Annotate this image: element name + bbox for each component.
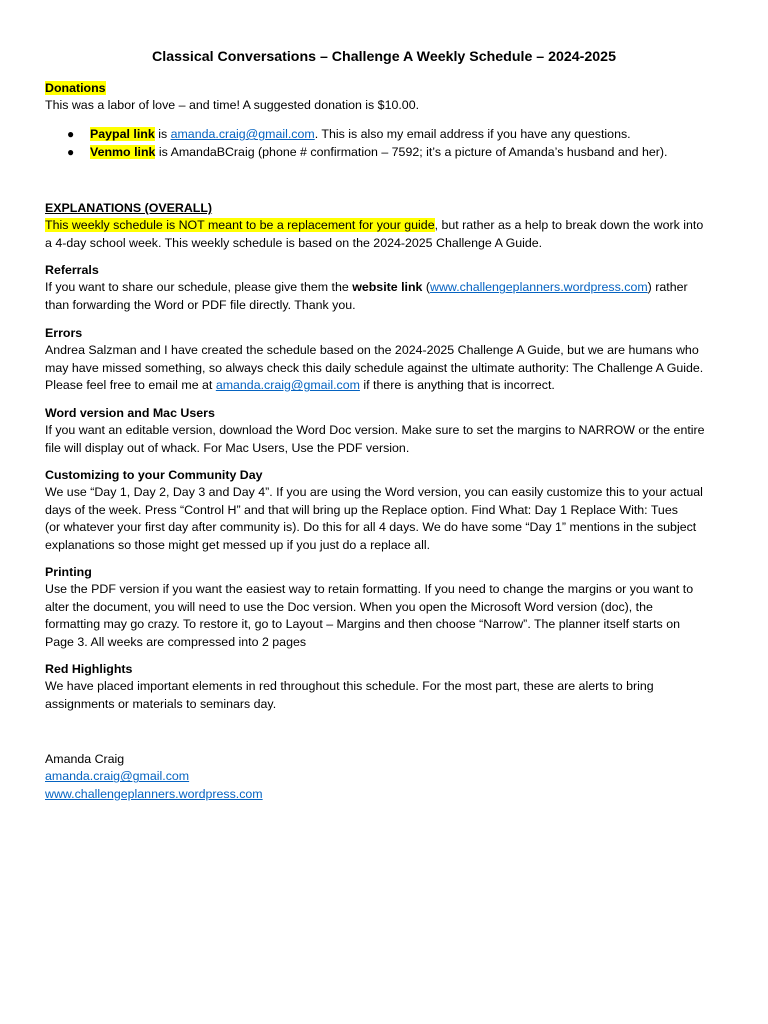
referrals-bold: website link [352,280,423,295]
explanations-highlight: This weekly schedule is NOT meant to be a replacement for your guide [45,218,435,233]
venmo-text: is AmandaBCraig (phone # confirmation – 7592; it’s a picture of Amanda’s husband and her). [155,145,668,159]
explanations-line2: a 4-day school week. This weekly schedule is based on the 2024-2025 Challenge A Guide. [45,235,543,250]
printing-heading: Printing [45,565,92,579]
customizing-line4: explanations so those might get messed up if you just do a replace all. [45,537,431,552]
errors-line3-pre: Please feel free to email me at [45,378,216,393]
paypal-pre-text: is [154,127,171,141]
errors-email-link[interactable]: amanda.craig@gmail.com [215,378,360,393]
customizing-line2: days of the week. Press “Control H” and that will bring up the Replace option. Find What: Day 1 Replace With: Tues [45,502,678,517]
printing-line3: formatting may go crazy. To restore it, go to Layout – Margins and then choose “Narrow”. The planner itself starts on [45,617,680,632]
signature-email-link[interactable]: amanda.craig@gmail.com [45,769,190,784]
explanations-section [45,200,735,252]
word-heading: Word version and Mac Users [45,406,215,420]
printing-line1: Use the PDF version if you want the easiest way to retain formatting. If you need to change the margins or you want to [45,582,694,597]
word-line1: If you want an editable version, download the Word Doc version. Make sure to set the margins to NARROW or the entire [45,423,705,438]
printing-section [45,564,735,651]
printing-line4: Page 3. All weeks are compressed into 2 pages [45,634,307,649]
venmo-label: Venmo link [90,145,156,159]
list-item-paypal [45,126,735,144]
referrals-section [45,262,735,314]
errors-section [45,325,735,395]
donation-links-list [45,126,735,162]
referrals-line2: than forwarding the Word or PDF file directly. Thank you. [45,297,356,312]
errors-line3-post: if there is anything that is incorrect. [359,378,555,393]
paypal-post-text: . This is also my email address if you have any questions. [314,127,631,141]
red-line1: We have placed important elements in red throughout this schedule. For the most part, these are alerts to bring [45,679,654,694]
signature-website-link[interactable]: www.challengeplanners.wordpress.com [45,786,263,801]
document-title: Classical Conversations – Challenge A Weekly Schedule – 2024-2025 [152,49,616,65]
errors-heading: Errors [45,326,83,340]
signature-block [45,751,735,803]
red-line2: assignments or materials to seminars day. [45,696,277,711]
referrals-heading: Referrals [45,263,99,277]
explanations-line1-rest: , but rather as a help to break down the work into [434,218,704,233]
customizing-line1: We use “Day 1, Day 2, Day 3 and Day 4”. If you are using the Word version, you can easily customize this to your actual [45,485,703,500]
red-highlights-section [45,661,735,713]
customizing-section [45,467,735,554]
referrals-post: ) rather [647,280,688,295]
explanations-heading: EXPLANATIONS (OVERALL) [45,201,213,215]
list-item-venmo [45,144,735,162]
referrals-pre: If you want to share our schedule, please give them the [45,280,353,295]
word-line2: file will display out of whack. For Mac Users, Use the PDF version. [45,440,410,455]
bullet-icon: ● [67,127,75,141]
word-section [45,405,735,457]
donations-text: This was a labor of love – and time! A suggested donation is $10.00. [45,98,420,113]
referrals-paren: ( [422,280,431,295]
website-link[interactable]: www.challengeplanners.wordpress.com [430,280,648,295]
red-heading: Red Highlights [45,662,133,676]
paypal-label: Paypal link [90,127,155,141]
donations-section [45,80,735,115]
signature-name: Amanda Craig [45,752,125,766]
bullet-icon: ● [67,145,75,159]
printing-line2: alter the document, you will need to use the Doc version. When you open the Microsoft Word version (doc), the [45,599,653,614]
customizing-line3: (or whatever your first day after community is). Do this for all 4 days. We do have some “Day 1” mentions in the subject [45,520,697,535]
errors-line2: may have missed something, so always check this daily schedule against the ultimate authority: The Challenge A Guide. [45,360,704,375]
errors-line1: Andrea Salzman and I have created the schedule based on the 2024-2025 Challenge A Guide, but we are humans who [45,343,699,358]
paypal-email-link[interactable]: amanda.craig@gmail.com [170,127,315,141]
customizing-heading: Customizing to your Community Day [45,468,263,482]
donations-heading: Donations [45,81,106,95]
